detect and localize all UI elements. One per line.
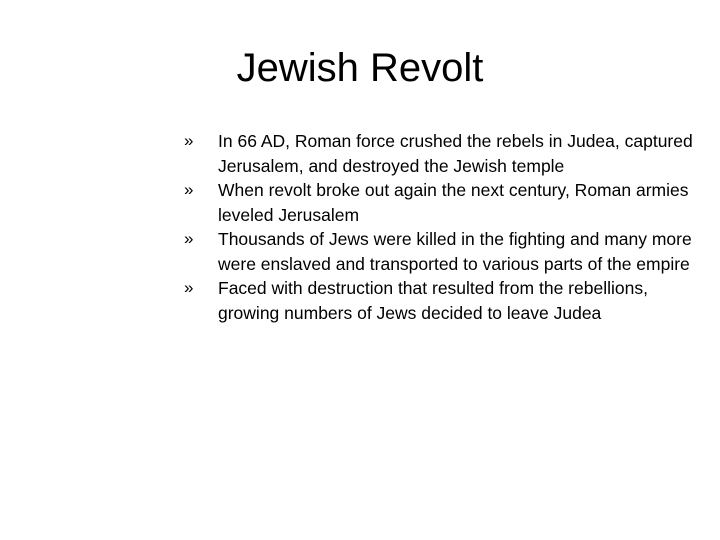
slide-title-text: Jewish Revolt (236, 46, 484, 90)
bullet-item (184, 178, 694, 227)
slide-title (0, 44, 720, 92)
bullet-text: When revolt broke out again the next century, Roman armies leveled Jerusalem (218, 180, 689, 225)
bullet-text: Faced with destruction that resulted from the rebellions, growing numbers of Jews decided to leave Judea (218, 278, 648, 323)
bullet-text: Thousands of Jews were killed in the fighting and many more were enslaved and transported to various parts of the empire (218, 229, 692, 274)
bullet-marker: » (184, 180, 194, 199)
bullet-text: In 66 AD, Roman force crushed the rebels in Judea, captured Jerusalem, and destroyed the Jewish temple (218, 131, 693, 176)
bullet-marker: » (184, 131, 194, 150)
bullet-item (184, 227, 694, 276)
bullet-list (184, 129, 694, 325)
bullet-item (184, 129, 694, 178)
bullet-item (184, 276, 694, 325)
bullet-marker: » (184, 278, 194, 297)
bullet-marker: » (184, 229, 194, 248)
